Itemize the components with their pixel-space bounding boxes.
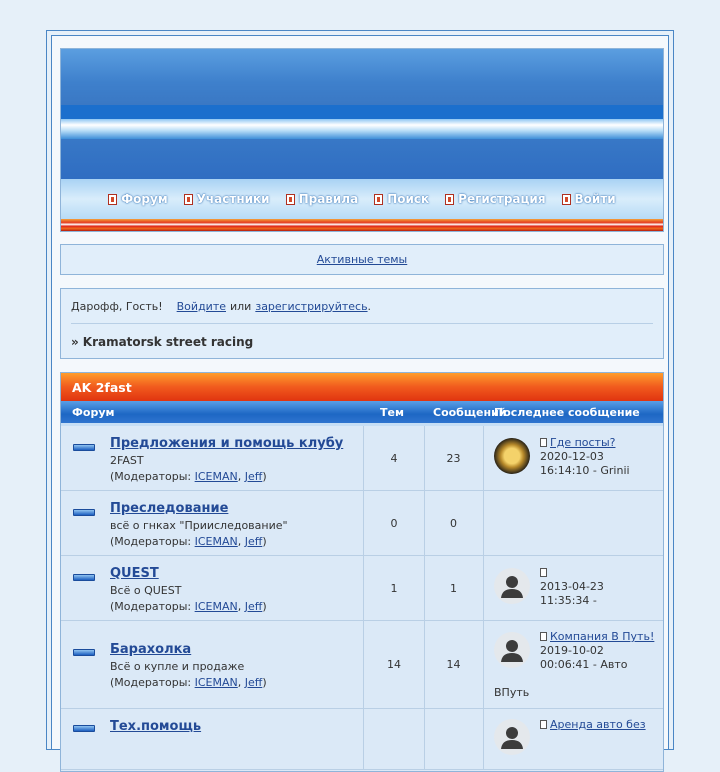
greeting-text: Дарофф, Гость! (71, 299, 163, 313)
topics-count: 1 (363, 556, 425, 620)
last-post-cell (484, 491, 663, 555)
default-avatar-icon (494, 632, 530, 668)
posts-count: 0 (424, 491, 484, 555)
forum-description: Всё о QUEST (110, 584, 182, 597)
or-text: или (230, 299, 252, 313)
forum-info-cell (61, 426, 363, 490)
moderator-link[interactable]: ICEMAN (194, 535, 238, 548)
last-post-info (540, 436, 655, 478)
mods-suffix: ) (262, 470, 267, 483)
forum-info-cell (61, 709, 363, 769)
mods-comma: , (237, 676, 242, 689)
last-post-cell (484, 556, 663, 620)
last-post-date: 2013-04-23 (540, 580, 604, 593)
breadcrumb (71, 324, 653, 360)
mods-prefix: (Модераторы: (110, 535, 192, 548)
nav-bullet-icon (374, 194, 383, 205)
last-post-link[interactable]: Где посты? (550, 436, 616, 449)
page-frame (46, 30, 674, 750)
last-post-link[interactable]: Аренда авто без (550, 718, 646, 731)
forum-info-cell (61, 491, 363, 555)
last-post-time: 11:35:34 - (540, 594, 597, 607)
active-topics-link[interactable]: Активные темы (316, 253, 408, 266)
default-avatar-icon (494, 568, 530, 604)
header-banner (61, 49, 663, 105)
nav-label: Поиск (387, 192, 430, 206)
forum-read-icon (73, 725, 95, 732)
last-post-date: 2019-10-02 (540, 644, 604, 657)
user-avatar[interactable] (494, 438, 530, 474)
forum-title-link[interactable]: Тех.помощь (110, 719, 202, 734)
forum-title-link[interactable]: Барахолка (110, 642, 192, 657)
document-icon (540, 438, 547, 447)
mods-comma: , (237, 535, 242, 548)
moderator-link[interactable]: Jeff (244, 600, 263, 613)
breadcrumb-title[interactable]: Kramatorsk street racing (82, 335, 254, 349)
nav-label: Правила (298, 192, 359, 206)
forum-description: 2FAST (110, 454, 144, 467)
site-header (60, 48, 664, 232)
nav-bullet-icon (184, 194, 193, 205)
document-icon (540, 720, 547, 729)
user-avatar[interactable] (494, 719, 530, 755)
moderator-link[interactable]: ICEMAN (194, 676, 238, 689)
forum-info-cell (61, 556, 363, 620)
forum-row (61, 491, 663, 556)
last-post-time: 00:06:41 - Авто (540, 658, 628, 671)
header-middle (61, 139, 663, 179)
user-avatar[interactable] (494, 568, 530, 604)
col-last: Последнее сообщение (494, 406, 640, 419)
mods-suffix: ) (262, 535, 267, 548)
topics-count: 14 (363, 621, 425, 708)
mods-comma: , (237, 470, 242, 483)
default-avatar-icon (494, 719, 530, 755)
forum-moderators (110, 535, 267, 548)
last-post-time: 16:14:10 - Grinii (540, 464, 630, 477)
category-title[interactable]: AK 2fast (61, 373, 663, 401)
header-stripe (61, 219, 663, 231)
nav-item-members[interactable] (184, 192, 270, 206)
topics-count: 0 (363, 491, 425, 555)
forum-moderators (110, 600, 267, 613)
login-link[interactable]: Войдите (176, 299, 226, 313)
main-nav (61, 179, 663, 219)
topics-count: 4 (363, 426, 425, 490)
forum-title-link[interactable]: Предложения и помощь клубу (110, 436, 344, 451)
moderator-link[interactable]: Jeff (244, 535, 263, 548)
last-post-info (540, 566, 655, 608)
last-post-cell (484, 426, 663, 490)
column-header (61, 401, 663, 426)
posts-count (424, 709, 484, 769)
register-link[interactable]: зарегистрируйтесь (255, 299, 368, 313)
nav-label: Участники (196, 192, 270, 206)
forum-category (60, 372, 664, 772)
nav-bullet-icon (108, 194, 117, 205)
posts-count: 23 (424, 426, 484, 490)
nav-label: Форум (121, 192, 168, 206)
welcome-line (71, 289, 653, 324)
active-topics-box (60, 244, 664, 275)
mods-prefix: (Модераторы: (110, 676, 192, 689)
nav-item-forum[interactable] (108, 192, 167, 206)
mods-suffix: ) (262, 600, 267, 613)
forum-moderators (110, 470, 267, 483)
forum-title-link[interactable]: Преследование (110, 501, 229, 516)
forum-row (61, 556, 663, 621)
header-band (61, 105, 663, 119)
nav-bullet-icon (562, 194, 571, 205)
forum-row (61, 426, 663, 491)
forum-moderators (110, 676, 267, 689)
mods-comma: , (237, 600, 242, 613)
moderator-link[interactable]: Jeff (244, 676, 263, 689)
forum-read-icon (73, 444, 95, 451)
last-post-link[interactable]: Компания В Путь! (550, 630, 655, 643)
nav-item-search[interactable] (374, 192, 429, 206)
forum-description: всё о гнках "Прииследование" (110, 519, 288, 532)
forum-row (61, 621, 663, 709)
last-post-cell (484, 709, 663, 769)
document-icon (540, 568, 547, 577)
forum-description: Всё о купле и продаже (110, 660, 245, 673)
moderator-link[interactable]: ICEMAN (194, 470, 238, 483)
moderator-link[interactable]: ICEMAN (194, 600, 238, 613)
nav-item-rules[interactable] (286, 192, 359, 206)
forum-read-icon (73, 649, 95, 656)
document-icon (540, 632, 547, 641)
page-frame-inner (51, 35, 669, 749)
posts-count: 14 (424, 621, 484, 708)
welcome-box (60, 288, 664, 359)
last-post-info (540, 718, 655, 732)
header-gloss-2 (61, 125, 663, 139)
breadcrumb-arrow: » (71, 335, 79, 349)
nav-label: Войти (574, 192, 616, 206)
last-post-info (540, 630, 655, 672)
nav-bullet-icon (445, 194, 454, 205)
forum-title-link[interactable]: QUEST (110, 566, 159, 581)
mods-prefix: (Модераторы: (110, 470, 192, 483)
nav-item-register[interactable] (445, 192, 545, 206)
mods-suffix: ) (262, 676, 267, 689)
nav-label: Регистрация (458, 192, 546, 206)
mods-prefix: (Модераторы: (110, 600, 192, 613)
last-post-cell (484, 621, 663, 708)
forum-read-icon (73, 509, 95, 516)
nav-bullet-icon (286, 194, 295, 205)
last-post-date: 2020-12-03 (540, 450, 604, 463)
last-post-author-cont: ВПуть (494, 686, 530, 699)
nav-item-login[interactable] (562, 192, 616, 206)
forum-info-cell (61, 621, 363, 708)
user-avatar[interactable] (494, 632, 530, 668)
forum-row (61, 709, 663, 770)
posts-count: 1 (424, 556, 484, 620)
period-text: . (367, 299, 372, 313)
moderator-link[interactable]: Jeff (244, 470, 263, 483)
col-topics: Тем (380, 406, 404, 419)
col-posts: Сообщений (433, 406, 507, 419)
topics-count (363, 709, 425, 769)
col-forum: Форум (72, 406, 115, 419)
forum-read-icon (73, 574, 95, 581)
